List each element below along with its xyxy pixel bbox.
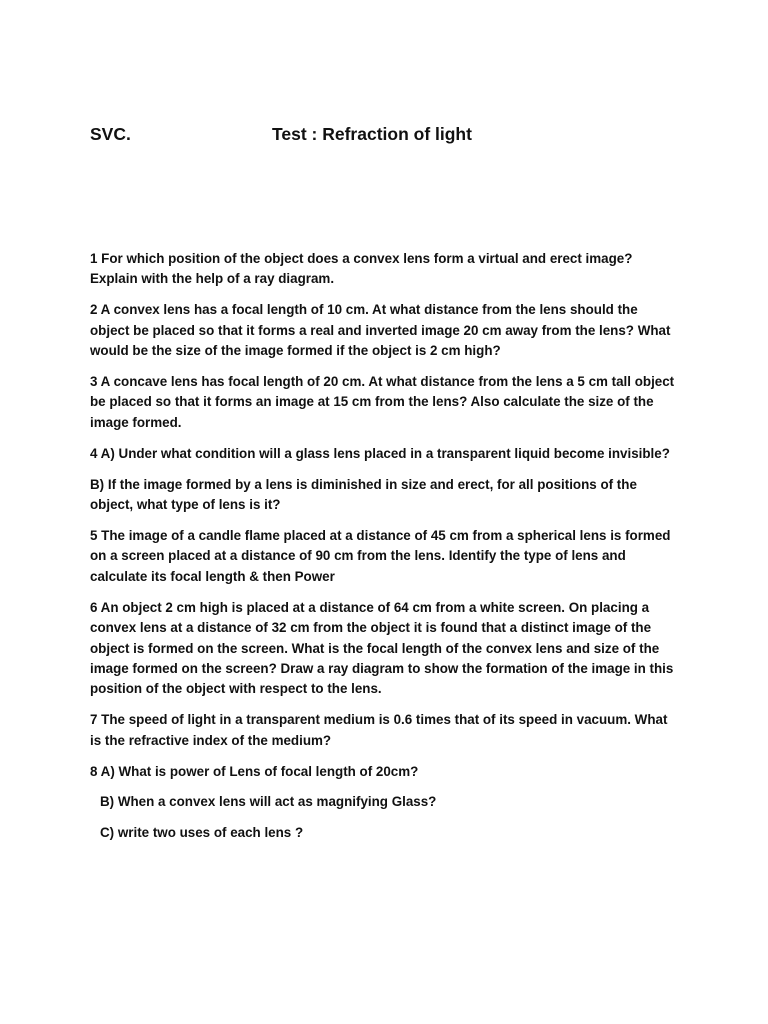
question-8a: 8 A) What is power of Lens of focal length of 20cm? [90, 763, 419, 779]
question-2: 2 A convex lens has a focal length of 10 cm. At what distance from the lens should the object be placed so that it forms a real and inverted image 20 cm away from the lens? What would be the size of the image formed if the object is 2 cm high? [90, 302, 671, 359]
question-8b: B) When a convex lens will act as magnifying Glass? [100, 794, 437, 810]
question-8c: C) write two uses of each lens ? [100, 825, 304, 841]
question-list [90, 249, 675, 854]
question-1: 1 For which position of the object does a convex lens form a virtual and erect image? Explain with the help of a ray diagram. [90, 251, 633, 287]
page-header [90, 124, 690, 148]
question-6: 6 An object 2 cm high is placed at a distance of 64 cm from a white screen. On placing a convex lens at a distance of 32 cm from the object it is found that a distinct image of the object is formed on the screen. What is the focal length of the convex lens and size of the image formed on the screen? Draw a ray diagram to show the formation of the image in this position of the object with respect to the lens. [90, 599, 674, 697]
question-3: 3 A concave lens has focal length of 20 cm. At what distance from the lens a 5 cm tall object be placed so that it forms an image at 15 cm from the lens? Also calculate the size of the image formed. [90, 374, 675, 430]
school-name: SVC. [90, 124, 131, 144]
question-5: 5 The image of a candle flame placed at a distance of 45 cm from a spherical lens is formed on a screen placed at a distance of 90 cm from the lens. Identify the type of lens and calculate its focal length & then Power [90, 527, 671, 584]
test-title: Test : Refraction of light [272, 124, 472, 144]
question-4b: B) If the image formed by a lens is diminished in size and erect, for all positions of the object, what type of lens is it? [90, 476, 637, 513]
question-7: 7 The speed of light in a transparent medium is 0.6 times that of its speed in vacuum. What is the refractive index of the medium? [90, 712, 668, 748]
question-4a: 4 A) Under what condition will a glass lens placed in a transparent liquid become invisible? [90, 445, 670, 461]
